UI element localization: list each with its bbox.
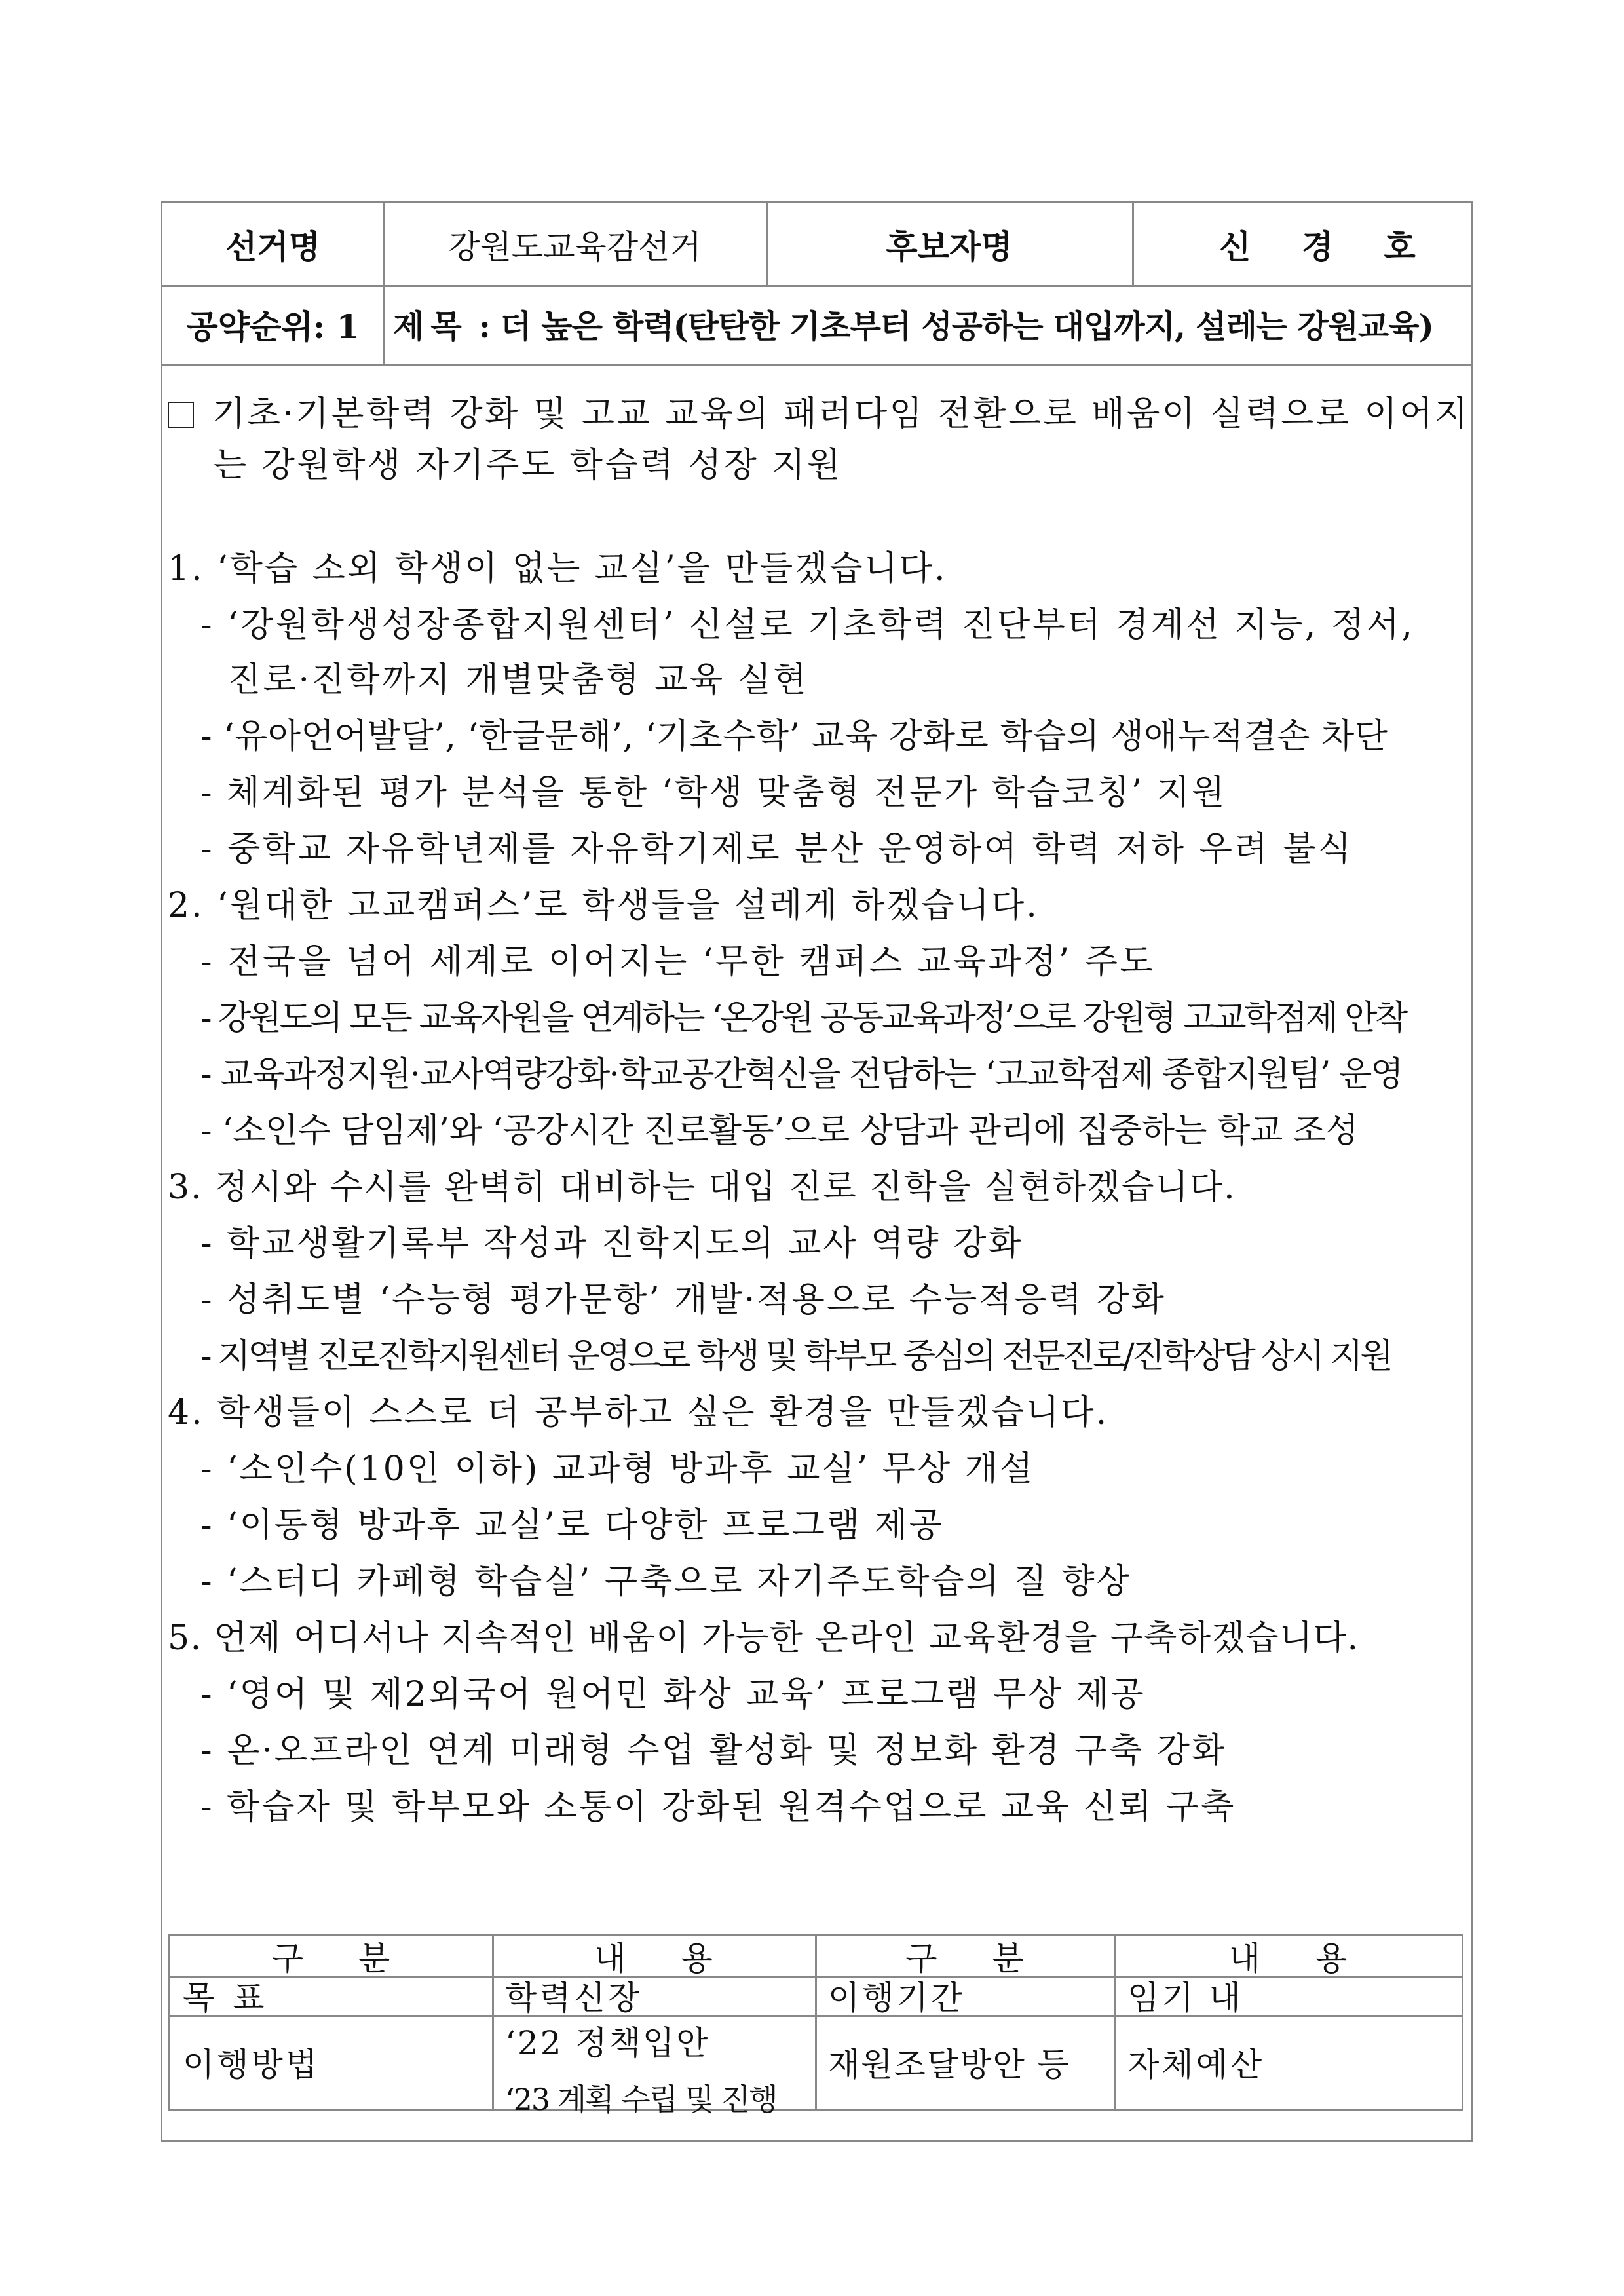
title-col-divider	[383, 285, 385, 364]
intro-line-2: 는 강원학생 자기주도 학습력 성장 지원	[214, 446, 842, 485]
section-4-item-3: - ‘스터디 카페형 학습실’ 구축으로 자기주도학습의 질 향상	[200, 1562, 1131, 1601]
section-2-item-2: - 강원도의 모든 교육자원을 연계하는 ‘온강원 공동교육과정’으로 강원형 고교학점제 안착	[200, 999, 1406, 1038]
pledge-title-cell	[393, 285, 1474, 364]
intro-text-1: 기초·기본학력 강화 및 고교 교육의 패러다임 전환으로 배움이 실력으로 이어지	[212, 394, 1470, 434]
summary-col1-header: 구 분	[271, 1940, 413, 1978]
summary-col2-header: 내 용	[594, 1940, 735, 1978]
pledge-form	[161, 201, 1473, 2142]
summary-method-label: 이행방법	[183, 2046, 320, 2084]
summary-method-value	[492, 2015, 815, 2117]
checkbox-icon	[168, 402, 194, 428]
section-3-item-1: - 학교생활기록부 작성과 진학지도의 교사 역량 강화	[200, 1224, 1023, 1263]
method-line-2: ‘23 계획 수립 및 진행	[505, 2082, 777, 2117]
title-separator: :	[468, 307, 500, 345]
section-4-item-2: - ‘이동형 방과후 교실’로 다양한 프로그램 제공	[200, 1506, 944, 1545]
election-label: 선거명	[225, 227, 320, 266]
section-1-item-4: - 중학교 자유학년제를 자유학기제로 분산 운영하여 학력 저하 우려 불식	[200, 830, 1353, 869]
summary-funding-label: 재원조달방안 등	[828, 2046, 1070, 2084]
method-line-1: ‘22 정책입안	[505, 2024, 710, 2062]
intro-line-1	[168, 386, 1470, 435]
section-3-item-3: - 지역별 진로진학지원센터 운영으로 학생 및 학부모 중심의 전문진로/진학상담 상시 지원	[200, 1337, 1391, 1376]
title-divider	[162, 364, 1471, 366]
section-5-item-3: - 학습자 및 학부모와 소통이 강화된 원격수업으로 교육 신뢰 구축	[200, 1788, 1236, 1827]
pledge-title	[393, 301, 1433, 347]
candidate-label: 후보자명	[886, 227, 1013, 266]
title-label: 제목	[393, 307, 468, 345]
summary-col3-header: 구 분	[905, 1940, 1046, 1978]
section-4-heading: 4. 학생들이 스스로 더 공부하고 싶은 환경을 만들겠습니다.	[168, 1393, 1109, 1432]
summary-col4-header: 내 용	[1228, 1940, 1370, 1978]
candidate-name: 신 경 호	[1219, 227, 1435, 266]
section-2-heading: 2. ‘원대한 고교캠퍼스’로 학생들을 설레게 하겠습니다.	[168, 886, 1039, 925]
section-1-heading: 1. ‘학습 소외 학생이 없는 교실’을 만들겠습니다.	[168, 549, 947, 588]
summary-table	[168, 1934, 1463, 2117]
section-1-item-2: - ‘유아언어발달’, ‘한글문해’, ‘기초수학’ 교육 강화로 학습의 생애누적결손 차단	[200, 717, 1388, 756]
summary-funding-value: 자체예산	[1127, 2046, 1265, 2084]
section-5-item-2: - 온·오프라인 연계 미래형 수업 활성화 및 정보화 환경 구축 강화	[200, 1731, 1227, 1770]
summary-goal-value: 학력신장	[505, 1979, 643, 2017]
summary-period-value: 임기 내	[1127, 1979, 1243, 2017]
pledge-order: 공약순위: 1	[186, 307, 360, 346]
title-text: 더 높은 학력(탄탄한 기초부터 성공하는 대입까지, 설레는 강원교육)	[500, 307, 1433, 345]
section-1-item-3: - 체계화된 평가 분석을 통한 ‘학생 맞춤형 전문가 학습코칭’ 지원	[200, 773, 1227, 813]
section-2-item-1: - 전국을 넘어 세계로 이어지는 ‘무한 캠퍼스 교육과정’ 주도	[200, 942, 1156, 982]
section-1-item-1: - ‘강원학생성장종합지원센터’ 신설로 기초학력 진단부터 경계선 지능, 정서,	[200, 605, 1415, 645]
section-3-item-2: - 성취도별 ‘수능형 평가문항’ 개발·적용으로 수능적응력 강화	[200, 1280, 1166, 1320]
section-2-item-3: - 교육과정지원·교사역량강화·학교공간혁신을 전담하는 ‘고교학점제 종합지원팀’ 운영	[200, 1055, 1403, 1094]
section-3-heading: 3. 정시와 수시를 완벽히 대비하는 대입 진로 진학을 실현하겠습니다.	[168, 1168, 1236, 1207]
section-5-item-1: - ‘영어 및 제2외국어 원어민 화상 교육’ 프로그램 무상 제공	[200, 1675, 1146, 1714]
summary-period-label: 이행기간	[828, 1979, 966, 2017]
section-1-item-1-cont: 진로·진학까지 개별맞춤형 교육 실현	[228, 660, 809, 700]
section-5-heading: 5. 언제 어디서나 지속적인 배움이 가능한 온라인 교육환경을 구축하겠습니다.	[168, 1618, 1359, 1658]
section-4-item-1: - ‘소인수(10인 이하) 교과형 방과후 교실’ 무상 개설	[200, 1449, 1035, 1489]
election-name: 강원도교육감선거	[448, 227, 702, 266]
summary-goal-label: 목 표	[183, 1979, 269, 2017]
section-2-item-4: - ‘소인수 담임제’와 ‘공강시간 진로활동’으로 상담과 관리에 집중하는 학교 조성	[200, 1111, 1359, 1151]
